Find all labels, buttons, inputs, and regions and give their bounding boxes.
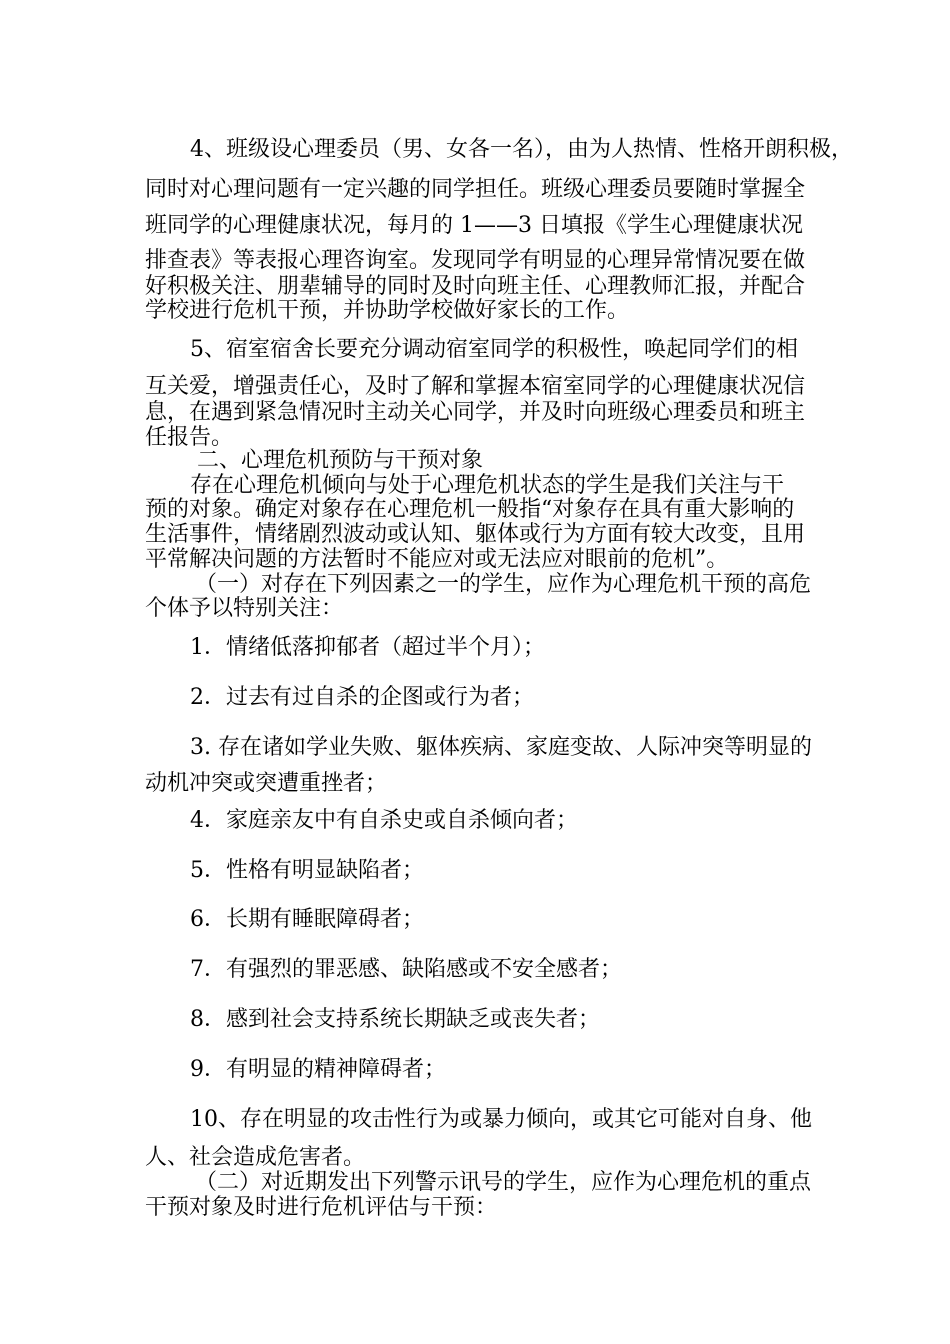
- section-2-intro-line-1: 存在心理危机倾向与处于心理危机状态的学生是我们关注与干: [190, 473, 785, 498]
- paragraph-4-line-6: 学校进行危机干预，并协助学校做好家长的工作。: [145, 298, 630, 323]
- list-item-10-line-1: 10、存在明显的攻击性行为或暴力倾向，或其它可能对自身、他: [190, 1107, 812, 1132]
- subsection-2-line-2: 干预对象及时进行危机评估与干预：: [145, 1195, 498, 1220]
- section-2-heading: 二、心理危机预防与干预对象: [197, 448, 484, 473]
- subsection-1-line-1: （一）对存在下列因素之一的学生，应作为心理危机干预的高危: [195, 572, 812, 597]
- paragraph-5-line-3: 息，在遇到紧急情况时主动关心同学，并及时向班级心理委员和班主: [145, 400, 806, 425]
- paragraph-5-line-1: 5、宿室宿舍长要充分调动宿室同学的积极性，唤起同学们的相: [190, 337, 798, 362]
- list-item-1: 1．情绪低落抑郁者（超过半个月）；: [190, 635, 545, 660]
- list-item-7: 7．有强烈的罪恶感、缺陷感或不安全感者；: [190, 957, 622, 982]
- paragraph-4-line-1: 4、班级设心理委员（男、女各一名），由为人热情、性格开朗积极，: [190, 137, 853, 162]
- list-item-8: 8．感到社会支持系统长期缺乏或丧失者；: [190, 1007, 600, 1032]
- paragraph-4-line-5: 好积极关注、朋辈辅导的同时及时向班主任、心理教师汇报，并配合: [145, 274, 806, 299]
- list-item-3-line-1: 3. 存在诸如学业失败、躯体疾病、家庭变故、人际冲突等明显的: [190, 735, 812, 760]
- list-item-3-line-2: 动机冲突或突遭重挫者；: [145, 771, 388, 796]
- paragraph-5-line-2: 互关爱，增强责任心，及时了解和掌握本宿室同学的心理健康状况信: [145, 374, 806, 399]
- section-2-intro-line-2: 预的对象。确定对象存在心理危机一般指“对象存在具有重大影响的: [145, 497, 795, 522]
- list-item-6: 6．长期有睡眠障碍者；: [190, 907, 424, 932]
- subsection-2-line-1: （二）对近期发出下列警示讯号的学生，应作为心理危机的重点: [195, 1170, 812, 1195]
- section-2-intro-line-4: 平常解决问题的方法暂时不能应对或无法应对眼前的危机”。: [145, 547, 729, 572]
- list-item-5: 5．性格有明显缺陷者；: [190, 858, 424, 883]
- list-item-2: 2．过去有过自杀的企图或行为者；: [190, 685, 534, 710]
- paragraph-4-line-4: 排查表》等表报心理咨询室。发现同学有明显的心理异常情况要在做: [145, 248, 806, 273]
- paragraph-5-line-4: 任报告。: [145, 425, 234, 450]
- section-2-intro-line-3: 生活事件，情绪剧烈波动或认知、躯体或行为方面有较大改变，且用: [145, 522, 806, 547]
- subsection-1-line-2: 个体予以特别关注：: [145, 596, 344, 621]
- list-item-4: 4．家庭亲友中有自杀史或自杀倾向者；: [190, 808, 578, 833]
- list-item-9: 9．有明显的精神障碍者；: [190, 1057, 446, 1082]
- paragraph-4-line-3: 班同学的心理健康状况，每月的 1——3 日填报《学生心理健康状况: [145, 213, 803, 238]
- paragraph-4-line-2: 同时对心理问题有一定兴趣的同学担任。班级心理委员要随时掌握全: [145, 177, 806, 202]
- list-item-10-line-2: 人、社会造成危害者。: [145, 1145, 366, 1170]
